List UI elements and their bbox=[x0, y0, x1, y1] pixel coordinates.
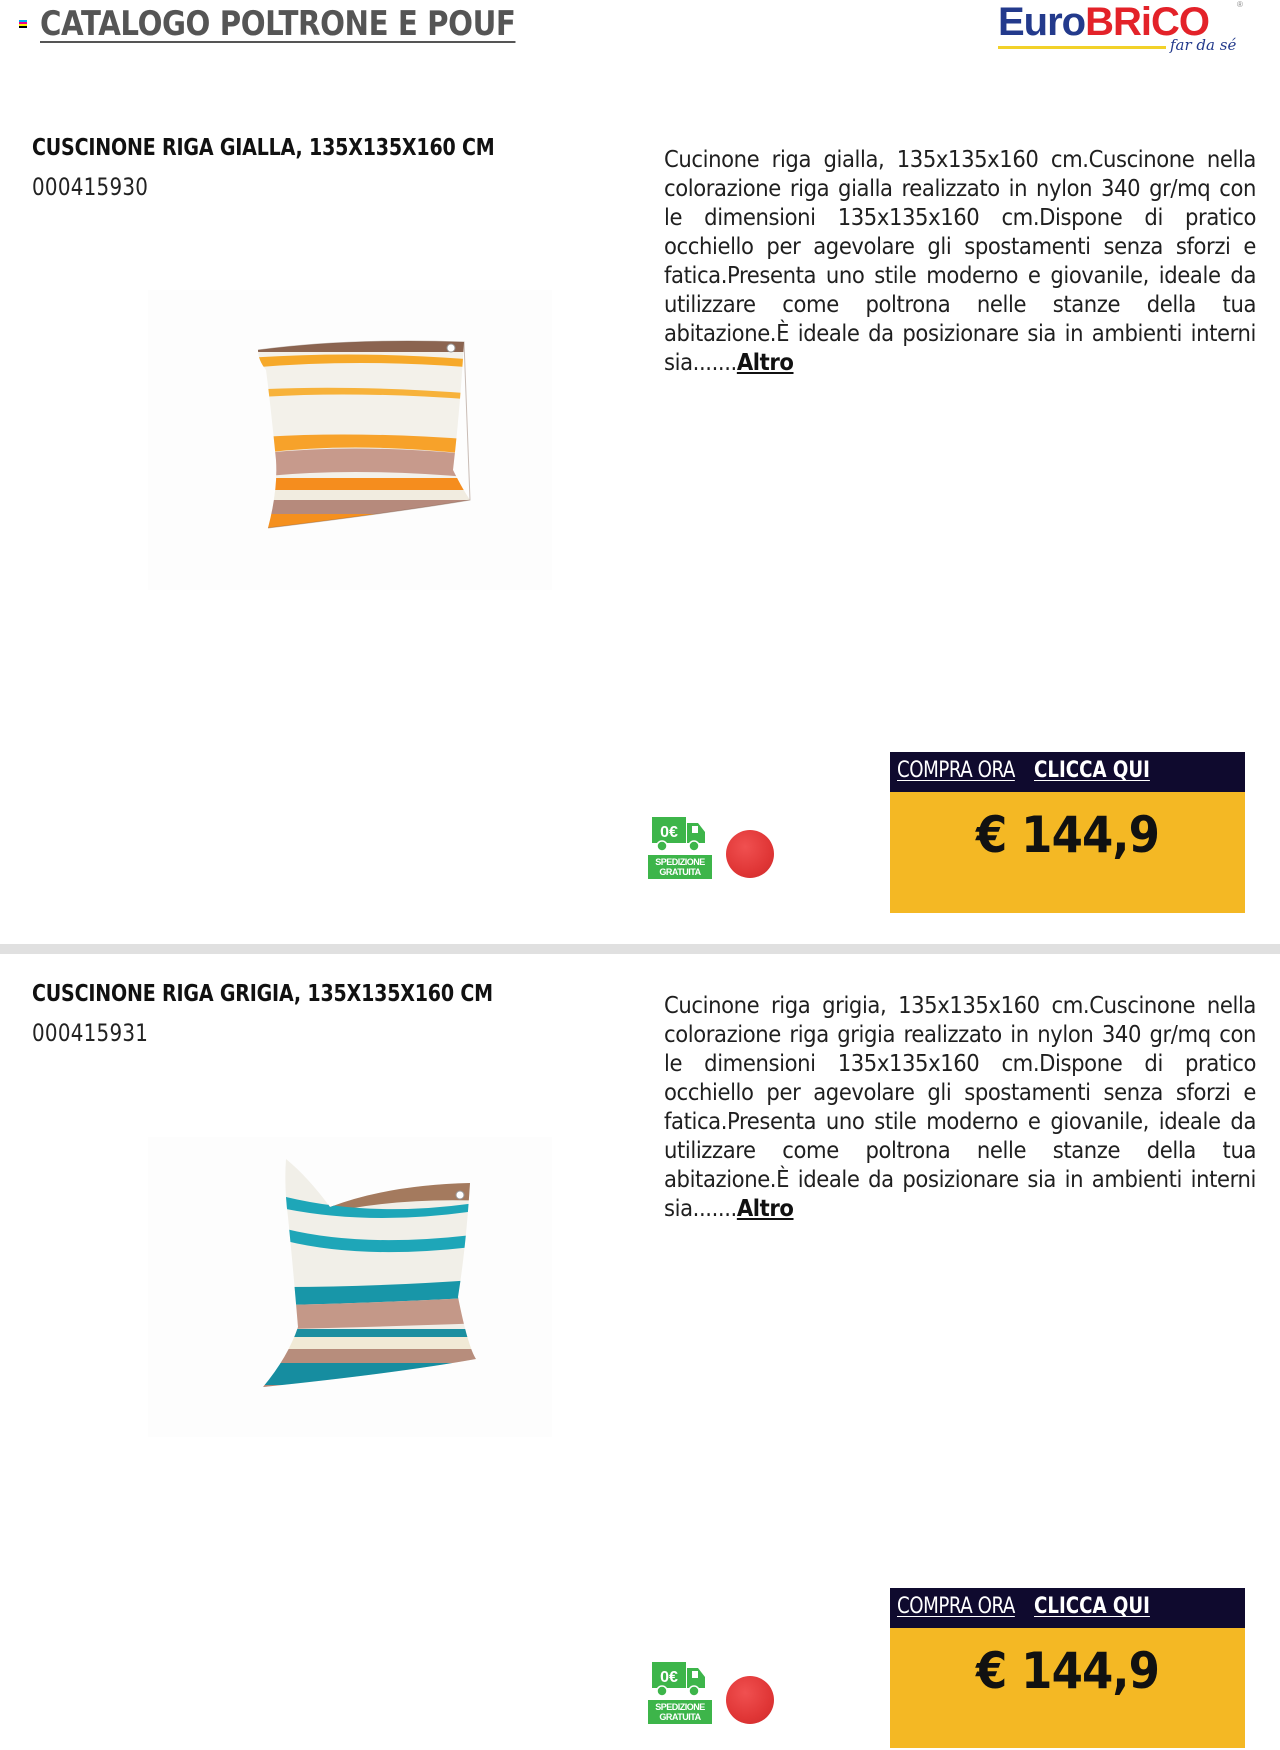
buy-header bbox=[890, 1588, 1245, 1628]
free-shipping-label: SPEDIZIONE GRATUITA bbox=[648, 1700, 712, 1724]
product-code: 000415931 bbox=[32, 1019, 149, 1047]
truck-icon bbox=[648, 1660, 712, 1698]
svg-text:0€: 0€ bbox=[660, 1669, 678, 1686]
free-shipping-badge bbox=[648, 815, 712, 879]
availability-dot bbox=[726, 830, 774, 878]
svg-text:0€: 0€ bbox=[660, 824, 678, 841]
product-card bbox=[0, 954, 1280, 1750]
beanbag-teal-icon bbox=[148, 1137, 552, 1437]
compra-ora-link[interactable]: COMPRA ORA bbox=[897, 758, 1015, 783]
product-title: CUSCINONE RIGA GRIGIA, 135X135X160 CM bbox=[32, 981, 493, 1007]
compra-ora-link[interactable]: COMPRA ORA bbox=[897, 1594, 1015, 1619]
description-text: Cucinone riga gialla, 135x135x160 cm.Cuscinone nella colorazione riga gialla realizzato in nylon 340 gr/mq con le dimensioni 135x135x160 cm.Dispone di pratico occhiello per agevolare gli spostamenti senza sforzi e fatica.Presenta uno stile moderno e giovanile, ideale da utilizzare come poltrona nelle stanze della tua abitazione.È ideale da posizionare sia in ambienti interni sia....... bbox=[664, 145, 1256, 376]
price-panel[interactable] bbox=[890, 1628, 1245, 1748]
product-code: 000415930 bbox=[32, 173, 149, 201]
price-panel[interactable] bbox=[890, 792, 1245, 913]
free-shipping-label: SPEDIZIONE GRATUITA bbox=[648, 855, 712, 879]
product-price: € 144,9 bbox=[975, 806, 1160, 864]
logo-brico: BRiCO bbox=[1085, 0, 1210, 44]
registered-mark: ® bbox=[1237, 0, 1243, 9]
description-text: Cucinone riga grigia, 135x135x160 cm.Cuscinone nella colorazione riga grigia realizzato in nylon 340 gr/mq con le dimensioni 135x135x160 cm.Dispone di pratico occhiello per agevolare gli spostamenti senza sforzi e fatica.Presenta uno stile moderno e giovanile, ideale da utilizzare come poltrona nelle stanze della tua abitazione.È ideale da posizionare sia in ambienti interni sia....... bbox=[664, 991, 1256, 1222]
buy-box bbox=[890, 1588, 1245, 1748]
free-shipping-badge bbox=[648, 1660, 712, 1724]
product-title: CUSCINONE RIGA GIALLA, 135X135X160 CM bbox=[32, 135, 495, 161]
product-description bbox=[664, 145, 1256, 377]
clicca-qui-link[interactable]: CLICCA QUI bbox=[1033, 1594, 1150, 1619]
availability-dot bbox=[726, 1676, 774, 1724]
page-title[interactable]: CATALOGO POLTRONE E POUF bbox=[40, 4, 516, 44]
clicca-qui-link[interactable]: CLICCA QUI bbox=[1033, 758, 1150, 783]
truck-icon bbox=[648, 815, 712, 853]
beanbag-yellow-icon bbox=[148, 290, 552, 590]
product-separator bbox=[0, 944, 1280, 954]
more-link[interactable]: Altro bbox=[736, 348, 794, 376]
logo-tagline: far da sé bbox=[1170, 36, 1237, 54]
buy-box bbox=[890, 752, 1245, 913]
buy-header bbox=[890, 752, 1245, 792]
product-description bbox=[664, 991, 1256, 1223]
more-link[interactable]: Altro bbox=[736, 1194, 794, 1222]
product-price: € 144,9 bbox=[975, 1642, 1160, 1700]
product-image[interactable] bbox=[148, 1137, 552, 1437]
product-image[interactable] bbox=[148, 290, 552, 590]
logo-euro: Euro bbox=[998, 0, 1086, 44]
